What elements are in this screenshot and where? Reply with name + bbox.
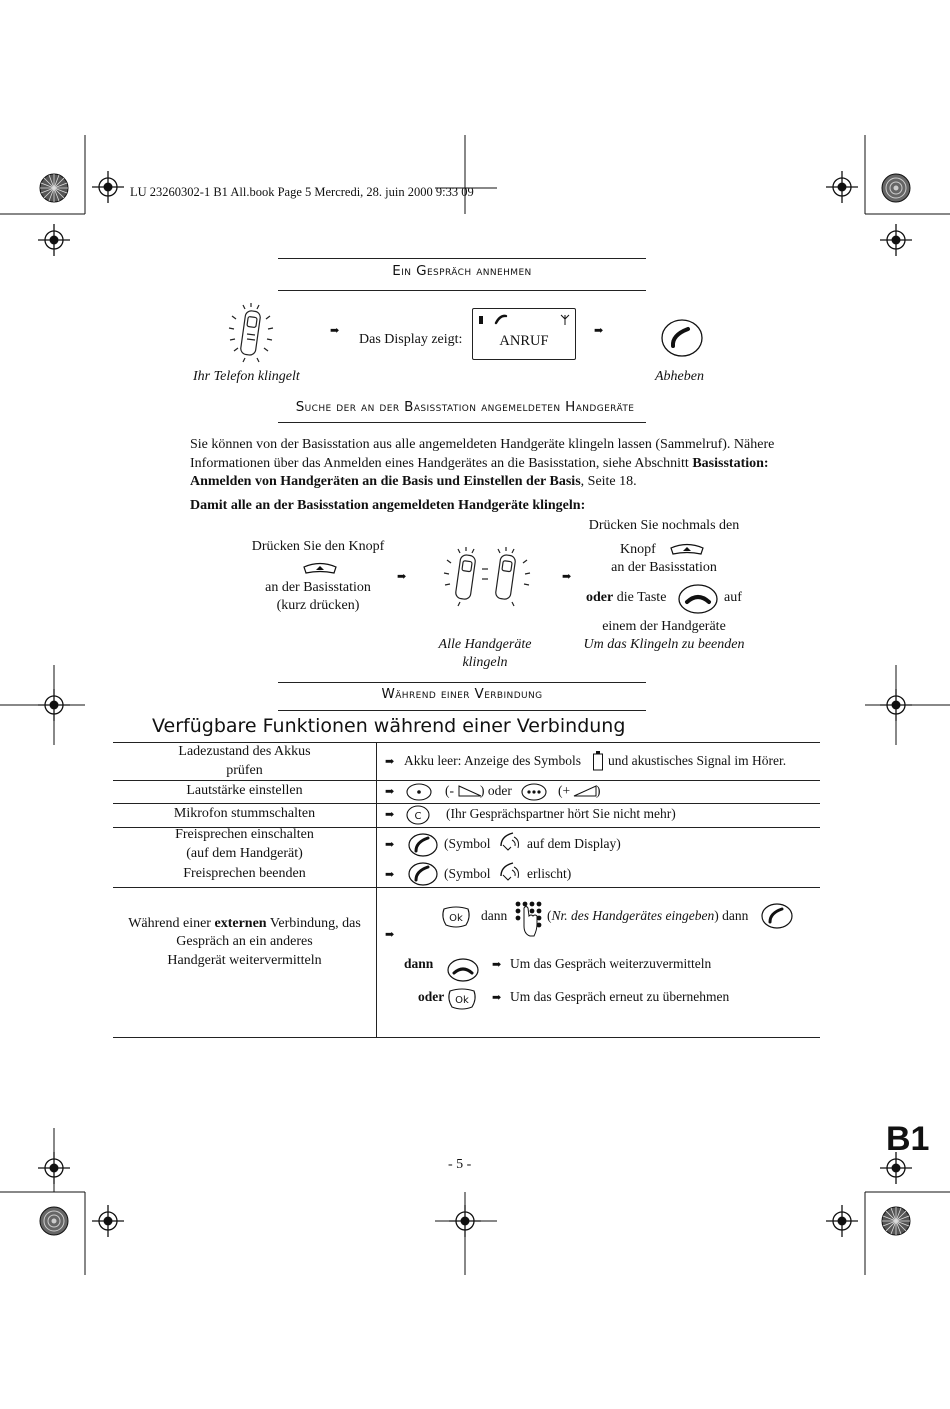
instruction-heading: Damit alle an der Basisstation angemeldeten Handgeräte klingeln:: [190, 498, 586, 513]
arrow-icon: ➡: [385, 929, 395, 941]
row-akku-label-1: Ladezustand des Akkus: [178, 744, 311, 759]
volume-or: ) oder: [480, 783, 512, 798]
handsfree-key-icon: [407, 832, 439, 858]
arrow-icon: ➡: [385, 839, 395, 851]
paren-then: ) dann: [714, 908, 749, 923]
handsfree-symbol-text: auf dem Display): [527, 836, 621, 851]
caption-pickup: Abheben: [655, 369, 704, 384]
section-title-suche: Suche der an der Basisstation angemeldeten Handgeräte: [295, 399, 635, 415]
transfer-label-bold: externen: [214, 916, 267, 931]
step-right-line1: Drücken Sie nochmals den: [588, 518, 740, 533]
row-handsfree-end-label: Freisprechen beenden: [183, 866, 306, 881]
volume-increase-ramp-icon: [573, 784, 597, 798]
handsfree-display-symbol-icon: [497, 830, 523, 852]
handsfree-display-symbol-icon: [497, 860, 523, 882]
step-right-auf: auf: [724, 590, 742, 605]
table-rule: [113, 803, 820, 804]
print-header: LU 23260302-1 B1 All.book Page 5 Mercredi, 28. juin 2000 9:33 09: [130, 185, 474, 199]
keypad-icon: [512, 900, 542, 938]
base-paging-button-icon: [668, 542, 706, 558]
para-bold: Anmelden von Handgeräten an die Basis und Einstellen der Basis: [190, 474, 581, 489]
ok-key-label: Ok: [449, 913, 463, 924]
arrow-icon: ➡: [330, 325, 340, 337]
enter-handset-number: Nr. des Handgerätes eingeben: [551, 908, 715, 923]
volume-decrease-ramp-icon: [458, 784, 482, 798]
para-line: Sie können von der Basisstation aus alle angemeldeten Handgeräte klingeln lassen (Sammelruf). Nähere: [190, 437, 775, 452]
step-left-line3: (kurz drücken): [276, 598, 360, 613]
volume-plus-open: (+: [558, 783, 571, 798]
arrow-icon: ➡: [385, 809, 395, 821]
pickup-key-icon: [760, 902, 794, 930]
para-line: [190, 473, 774, 492]
handsfree-key-icon: [407, 861, 439, 887]
section-title-verbindung: Während einer Verbindung: [381, 686, 543, 702]
section-rule: [278, 258, 646, 259]
step-right-line3: an der Basisstation: [611, 560, 717, 575]
row-akku-label-2: prüfen: [226, 763, 263, 778]
hangup-key-icon: [677, 584, 719, 614]
caption-stop-ring: Um das Klingeln zu beenden: [583, 637, 745, 652]
handsfree-end-text: erlischt): [527, 866, 572, 881]
battery-empty-icon: [592, 750, 604, 772]
table-divider: [376, 742, 377, 1037]
step-right-line5: einem der Handgeräte: [602, 619, 726, 634]
step-left-line2: an der Basisstation: [265, 580, 371, 595]
section-title-anrufannehmen: Ein Gespräch annehmen: [392, 263, 532, 279]
row-transfer-label-2: Gespräch an ein anderes: [176, 934, 313, 949]
lcd-status-icons: [476, 311, 572, 327]
page-number: - 5 -: [448, 1157, 472, 1172]
transfer-or: oder: [418, 989, 445, 1004]
arrow-icon: ➡: [385, 786, 395, 798]
arrow-icon: ➡: [492, 959, 502, 971]
volume-minus-open: (-: [445, 783, 454, 798]
c-key-icon: [405, 804, 431, 826]
transfer-then-2: dann: [404, 956, 434, 971]
arrow-icon: ➡: [397, 571, 407, 583]
row-mute-desc: (Ihr Gesprächspartner hört Sie nicht mehr): [446, 806, 676, 821]
section-rule: [278, 422, 646, 423]
section-rule: [278, 682, 646, 683]
step-right-line2: Knopf: [620, 542, 656, 557]
transfer-label-text: Verbindung, das: [266, 916, 361, 931]
row-mute-label: Mikrofon stummschalten: [173, 806, 316, 821]
transfer-then-1: dann: [481, 908, 508, 923]
ok-key-icon: [440, 904, 472, 930]
arrow-icon: ➡: [492, 992, 502, 1004]
transfer-confirm-text: Um das Gespräch weiterzuvermitteln: [510, 956, 712, 971]
intro-paragraph: [190, 436, 774, 492]
transfer-retake-text: Um das Gespräch erneut zu übernehmen: [510, 989, 730, 1004]
para-line: [190, 455, 774, 474]
row-akku-desc-2: und akustisches Signal im Hörer.: [608, 753, 787, 768]
arrow-icon: ➡: [385, 869, 395, 881]
para-bold: Basisstation:: [692, 455, 769, 471]
caption-all-ring-1: Alle Handgeräte: [438, 637, 532, 652]
chapter-tab: B1: [886, 1120, 930, 1158]
row-transfer-label-1: [113, 915, 376, 933]
lcd-text: ANRUF: [499, 333, 549, 349]
arrow-icon: ➡: [594, 325, 604, 337]
caption-all-ring-2: klingeln: [462, 655, 508, 670]
row-handsfree-label-2: (auf dem Handgerät): [186, 846, 303, 861]
row-transfer-label-3: Handgerät weitervermitteln: [167, 953, 322, 968]
c-key-label: C: [414, 811, 422, 822]
handsfree-end-open: (Symbol: [444, 866, 491, 881]
table-rule: [113, 887, 820, 888]
volume-down-key-icon: [405, 782, 433, 802]
step-left-line1: Drücken Sie den Knopf: [251, 539, 385, 554]
row-akku-desc-1: Akku leer: Anzeige des Symbols: [404, 753, 581, 768]
handsfree-symbol-open: (Symbol: [444, 836, 491, 851]
row-handsfree-label-1: Freisprechen einschalten: [175, 827, 314, 842]
hangup-key-icon: [446, 957, 480, 983]
ok-key-label: Ok: [455, 995, 469, 1006]
section-rule: [278, 290, 646, 291]
transfer-instruction: [547, 907, 748, 925]
para-text: , Seite 18.: [580, 474, 637, 489]
lcd-display: [472, 308, 576, 360]
arrow-icon: ➡: [562, 571, 572, 583]
arrow-icon: ➡: [385, 756, 395, 768]
base-paging-button-icon: [301, 561, 339, 577]
functions-heading: Verfügbare Funktionen während einer Verbindung: [152, 715, 626, 737]
two-ringing-handsets-icon: [442, 545, 532, 609]
pickup-key-icon: [660, 318, 704, 358]
paren: (: [547, 908, 552, 923]
row-volume-label: Lautstärke einstellen: [186, 783, 303, 798]
step-right-text: die Taste: [613, 590, 667, 605]
transfer-label-text: Während einer: [128, 916, 215, 931]
caption-ringing: Ihr Telefon klingelt: [193, 369, 300, 384]
table-rule: [113, 780, 820, 781]
step-right-line4: [586, 589, 666, 607]
or-bold: oder: [586, 590, 614, 605]
volume-up-key-icon: [520, 782, 548, 802]
display-label: Das Display zeigt:: [359, 332, 463, 347]
ok-key-icon: [446, 986, 478, 1012]
volume-close: ): [596, 783, 601, 798]
table-rule: [113, 1037, 820, 1038]
section-rule: [278, 710, 646, 711]
para-text: Informationen über das Anmelden eines Handgerätes an die Basisstation, siehe Abschnitt: [190, 455, 693, 471]
ringing-handset-icon: [226, 302, 276, 364]
